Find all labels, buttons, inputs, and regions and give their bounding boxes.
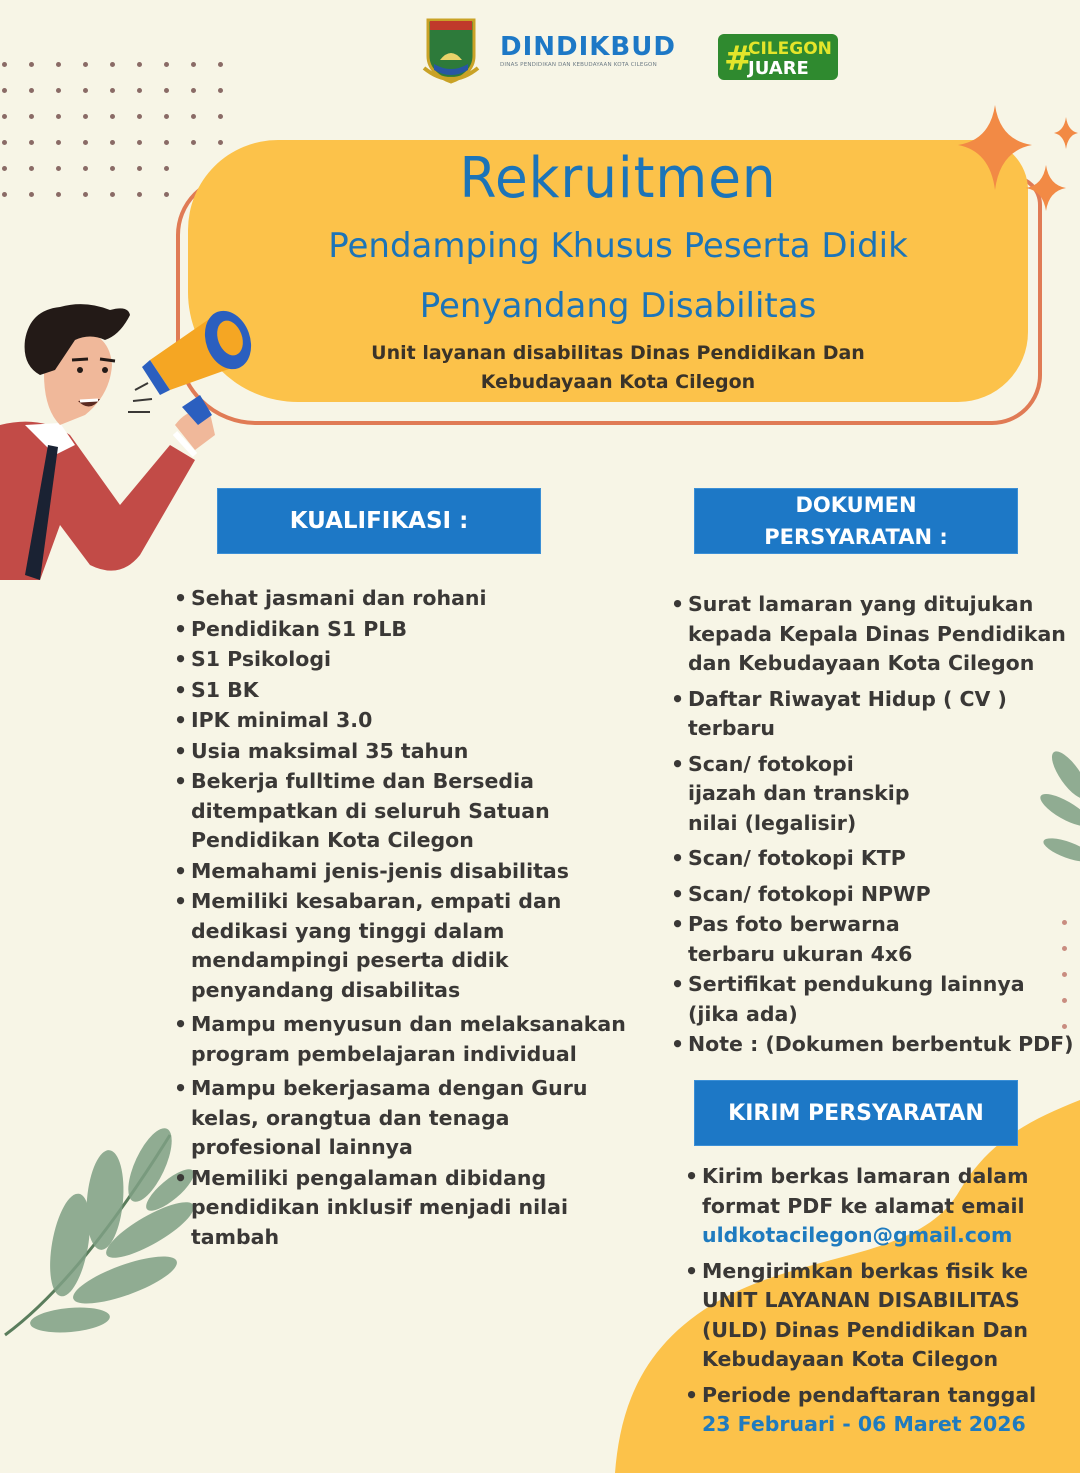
list-item: • Memiliki kesabaran, empati dan dedikasi yang tinggi dalam mendampingi peserta didik penyandang disabilitas <box>174 887 571 1005</box>
list-item: • Mengirimkan berkas fisik ke UNIT LAYANAN DISABILITAS (ULD) Dinas Pendidikan Dan Kebudayaan Kota Cilegon <box>685 1257 1042 1375</box>
list-item: • Memahami jenis-jenis disabilitas <box>174 857 644 887</box>
dot <box>2 166 7 171</box>
list-item: • Sehat jasmani dan rohani <box>174 584 644 614</box>
page-title: Rekruitmen <box>459 146 777 211</box>
dokumen-heading <box>694 488 1018 554</box>
cilegon-emblem-icon <box>420 16 482 84</box>
svg-text:#: # <box>724 39 753 79</box>
dot <box>2 192 7 197</box>
dindikbud-logo-text: DINDIKBUD <box>500 32 676 62</box>
dot <box>83 166 88 171</box>
list-item: • Memiliki pengalaman dibidang pendidikan inklusif menjadi nilai tambah <box>174 1164 581 1253</box>
list-item: • Scan/ fotokopi NPWP <box>671 880 1071 910</box>
list-item: • Daftar Riwayat Hidup ( CV ) terbaru <box>671 685 1018 744</box>
dot <box>110 114 115 119</box>
kirim-heading-text: KIRIM PERSYARATAN <box>728 1100 984 1126</box>
list-item: • IPK minimal 3.0 <box>174 706 644 736</box>
list-item: • Surat lamaran yang ditujukan kepada Kepala Dinas Pendidikan dan Kebudayaan Kota Cilegon <box>671 590 1078 679</box>
page-subtitle-line1: Pendamping Khusus Peserta Didik <box>328 226 908 266</box>
dot <box>137 192 142 197</box>
list-item: • Scan/ fotokopi KTP <box>671 844 1071 874</box>
email-link[interactable]: uldkotacilegon@gmail.com <box>702 1223 1013 1247</box>
list-item: • Bekerja fulltime dan Bersedia ditempatkan di seluruh Satuan Pendidikan Kota Cilegon <box>174 767 561 856</box>
list-item: • Pas foto berwarna terbaru ukuran 4x6 <box>671 910 928 969</box>
dot <box>110 88 115 93</box>
dot <box>218 140 223 145</box>
leaf-branch-decoration <box>0 1120 200 1350</box>
list-item: • Mampu menyusun dan melaksanakan program pembelajaran individual <box>174 1010 644 1069</box>
dokumen-heading-line1: DOKUMEN <box>795 493 917 517</box>
dot <box>29 114 34 119</box>
dokumen-heading-line2: PERSYARATAN : <box>764 525 948 549</box>
dot <box>56 88 61 93</box>
list-item <box>685 1381 1065 1440</box>
dot <box>191 140 196 145</box>
dot <box>29 140 34 145</box>
kualifikasi-heading-text: KUALIFIKASI : <box>289 508 469 534</box>
dot <box>83 88 88 93</box>
list-item: • Scan/ fotokopi ijazah dan transkip nilai (legalisir) <box>671 750 928 839</box>
dot <box>29 88 34 93</box>
dot <box>56 114 61 119</box>
dot <box>137 88 142 93</box>
dot <box>29 192 34 197</box>
dot <box>191 114 196 119</box>
dokumen-list <box>671 590 1074 1066</box>
page-subtitle-line2: Penyandang Disabilitas <box>419 286 817 326</box>
dot <box>137 114 142 119</box>
dot <box>2 88 7 93</box>
logo-bar <box>0 14 1080 86</box>
list-item: • Pendidikan S1 PLB <box>174 615 644 645</box>
dot <box>2 140 7 145</box>
list-item: • S1 BK <box>174 676 644 706</box>
dot <box>83 114 88 119</box>
dot <box>56 140 61 145</box>
dindikbud-logo-subtitle: DINAS PENDIDIKAN DAN KEBUDAYAAN KOTA CILEGON <box>500 62 657 68</box>
dot <box>164 114 169 119</box>
list-item: • Note : (Dokumen berbentuk PDF) <box>671 1030 1080 1060</box>
dindikbud-logo <box>500 32 700 82</box>
dot <box>83 192 88 197</box>
dot <box>83 140 88 145</box>
registration-period: 23 Februari - 06 Maret 2026 <box>702 1412 1026 1436</box>
dot <box>2 114 7 119</box>
cilegon-juare-logo <box>716 30 840 84</box>
dot <box>164 140 169 145</box>
dot <box>29 166 34 171</box>
unit-name-line1: Unit layanan disabilitas Dinas Pendidikan Dan <box>371 342 865 364</box>
kualifikasi-heading <box>217 488 541 554</box>
kirim-persyaratan-heading <box>694 1080 1018 1146</box>
dot <box>191 88 196 93</box>
dot <box>110 140 115 145</box>
dot <box>110 166 115 171</box>
list-item: • Mampu bekerjasama dengan Guru kelas, orangtua dan tenaga profesional lainnya <box>174 1074 601 1163</box>
dot <box>164 192 169 197</box>
kirim-list <box>685 1162 1065 1446</box>
dot <box>218 88 223 93</box>
kualifikasi-list <box>174 584 644 1253</box>
unit-name-line2: Kebudayaan Kota Cilegon <box>480 371 756 393</box>
period-label: Periode pendaftaran tanggal <box>702 1382 1037 1407</box>
dot <box>137 140 142 145</box>
list-item: • Usia maksimal 35 tahun <box>174 737 644 767</box>
campaign-line2: JUARE <box>748 58 809 79</box>
dot <box>164 166 169 171</box>
dot <box>56 166 61 171</box>
campaign-line1: CILEGON <box>748 39 832 59</box>
dot <box>218 114 223 119</box>
list-item: • S1 Psikologi <box>174 645 644 675</box>
dot <box>56 192 61 197</box>
list-item <box>685 1162 1065 1251</box>
list-item: • Sertifikat pendukung lainnya (jika ada) <box>671 970 1038 1029</box>
kirim-email-instruction: Kirim berkas lamaran dalam format PDF ke alamat email <box>702 1164 1029 1218</box>
dot <box>137 166 142 171</box>
dot <box>164 88 169 93</box>
dot <box>110 192 115 197</box>
